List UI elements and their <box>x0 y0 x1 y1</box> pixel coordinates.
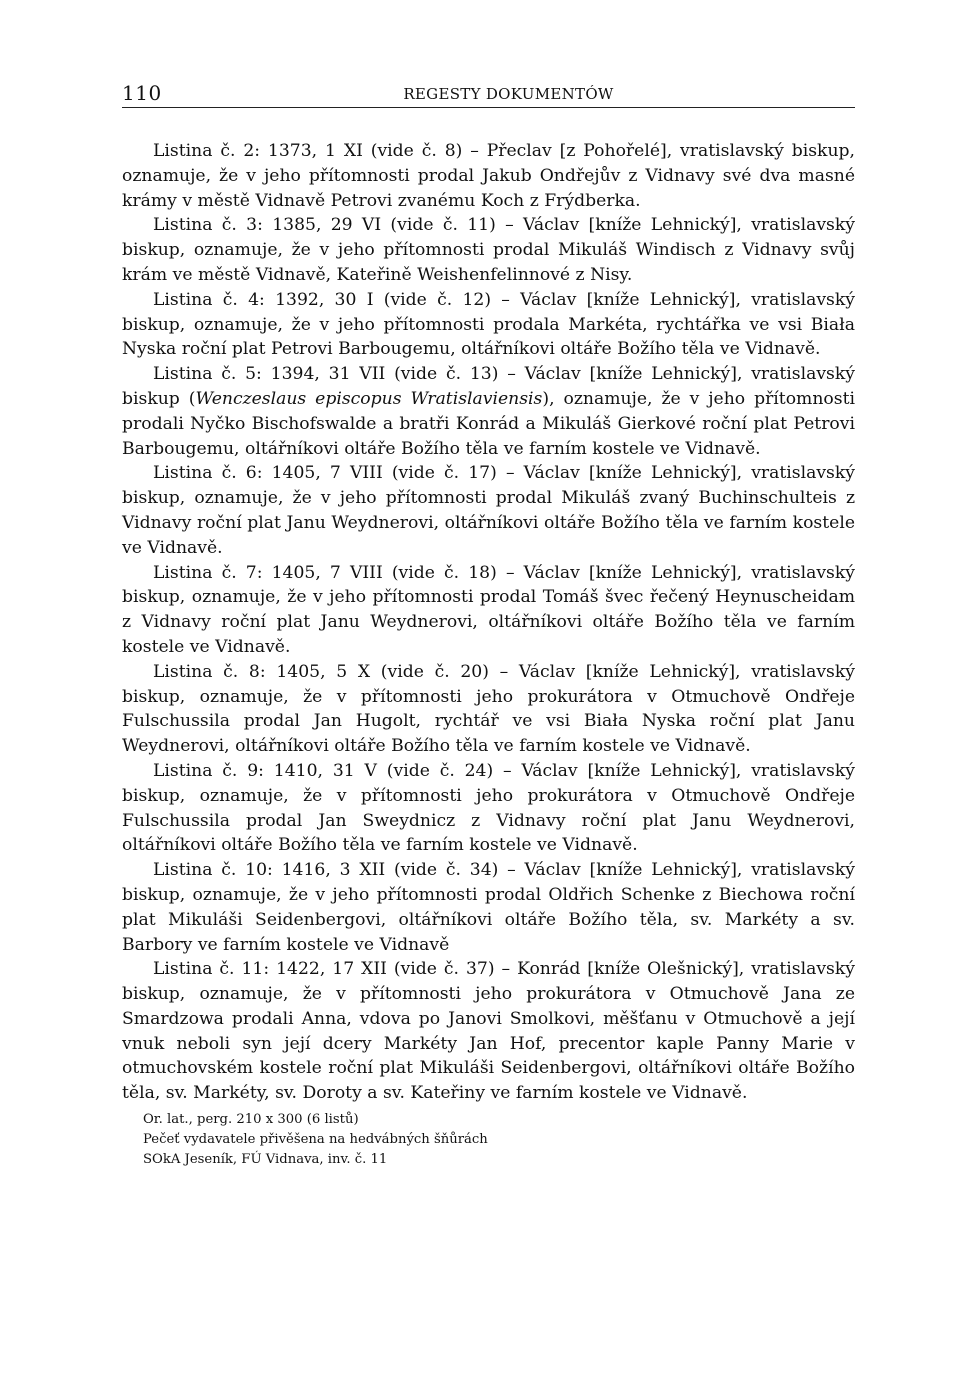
regest-entry-10: Listina č. 10: 1416, 3 XII (vide č. 34) – Václav [kníže Lehnický], vratislavský biskup, oznamuje, že v jeho přítomnosti prodal Oldřich Schenke z Biechowa roční plat Mikuláši Seidenbergovi, oltářníkovi oltáře Božího těla, sv. Markéty a sv. Barbory ve farním kostele ve Vidnavě <box>122 860 855 955</box>
regest-entry-5-part-1: Listina č. 5: 1394, 31 VII (vide č. 13) – Václav [kníže Lehnický], vratislavský biskup ( <box>122 364 855 409</box>
regest-entry-9: Listina č. 9: 1410, 31 V (vide č. 24) – Václav [kníže Lehnický], vratislavský biskup, oznamuje, že v přítomnosti jeho prokurátora v Otmuchově Ondřeje Fulschussila prodal Jan Sweydnicz z Vidnavy roční plat Janu Weydnerovi, oltářníkovi oltáře Božího těla ve farním kostele ve Vidnavě. <box>122 760 855 856</box>
latin-quotation: Wenczeslaus episcopus Wratislaviensis <box>195 388 543 409</box>
running-title: REGESTY DOKUMENTÓW <box>403 85 614 103</box>
original-description: Or. lat., perg. 210 x 300 (6 listů) <box>143 1112 359 1128</box>
archive-signature: SOkA Jeseník, FÚ Vidnava, inv. č. 11 <box>143 1152 388 1168</box>
page-header <box>122 80 855 108</box>
seal-note: Pečeť vydavatele přivěšena na hedvábných šňůrách <box>143 1132 488 1148</box>
regest-entry-4: Listina č. 4: 1392, 30 I (vide č. 12) – Václav [kníže Lehnický], vratislavský biskup, oznamuje, že v jeho přítomnosti prodala Markéta, rychtářka ve vsi Biała Nyska roční plat Petrovi Barbougemu, oltářníkovi oltáře Božího těla ve Vidnavě. <box>122 289 855 360</box>
regest-entry-7: Listina č. 7: 1405, 7 VIII (vide č. 18) – Václav [kníže Lehnický], vratislavský biskup, oznamuje, že v jeho přítomnosti prodal Tomáš švec řečený Heynuscheidam z Vidnavy roční plat Janu Weydnerovi, oltářníkovi oltáře Božího těla ve farním kostele ve Vidnavě. <box>122 562 855 657</box>
regest-entry-5-part-2: ), oznamuje, že v jeho přítomnosti prodali Nyčko Bischofswalde a bratři Konrád a Mikuláš Gierkové roční plat Petrovi Barbougemu, oltářníkovi oltáře Božího těla ve farním kostele ve Vidnavě. <box>122 388 855 459</box>
archival-notes <box>122 1110 855 1170</box>
regest-entry-3: Listina č. 3: 1385, 29 VI (vide č. 11) – Václav [kníže Lehnický], vratislavský biskup, oznamuje, že v jeho přítomnosti prodal Mikuláš Windisch z Vidnavy svůj krám ve městě Vidnavě, Kateřině Weishenfelinnové z Nisy. <box>122 215 855 285</box>
regesta-text <box>122 139 855 1170</box>
page-number: 110 <box>122 81 162 105</box>
regest-entry-5 <box>122 362 855 461</box>
regest-entry-2: Listina č. 2: 1373, 1 XI (vide č. 8) – Přeclav [z Pohořelé], vratislavský biskup, oznamuje, že v jeho přítomnosti prodal Jakub Ondřejův z Vidnavy své dva masné krámy v městě Vidnavě Petrovi zvanému Koch z Frýdberka. <box>122 141 855 211</box>
regest-entry-6: Listina č. 6: 1405, 7 VIII (vide č. 17) – Václav [kníže Lehnický], vratislavský biskup, oznamuje, že v jeho přítomnosti prodal Mikuláš zvaný Buchinschulteis z Vidnavy roční plat Janu Weydnerovi, oltářníkovi oltáře Božího těla ve farním kostele ve Vidnavě. <box>122 463 855 558</box>
regest-entry-8: Listina č. 8: 1405, 5 X (vide č. 20) – Václav [kníže Lehnický], vratislavský biskup, oznamuje, že v přítomnosti jeho prokurátora v Otmuchově Ondřeje Fulschussila prodal Jan Hugolt, rychtář ve vsi Biała Nyska roční plat Janu Weydnerovi, oltářníkovi oltáře Božího těla ve farním kostele ve Vidnavě. <box>122 661 855 757</box>
regest-entry-11: Listina č. 11: 1422, 17 XII (vide č. 37) – Konrád [kníže Olešnický], vratislavský biskup, oznamuje, že v přítomnosti jeho prokurátora v Otmuchově Jana ze Smardzowa prodali Anna, vdova po Janovi Smolkovi, měšťanu v Otmuchově a její vnuk neboli syn její dcery Markéty Jan Hof, precentor kaple Panny Marie v otmuchovském kostele roční plat Mikuláši Seidenbergovi, oltářníkovi oltáře Božího těla, sv. Markéty, sv. Doroty a sv. Kateřiny ve farním kostele ve Vidnavě. <box>122 959 855 1104</box>
